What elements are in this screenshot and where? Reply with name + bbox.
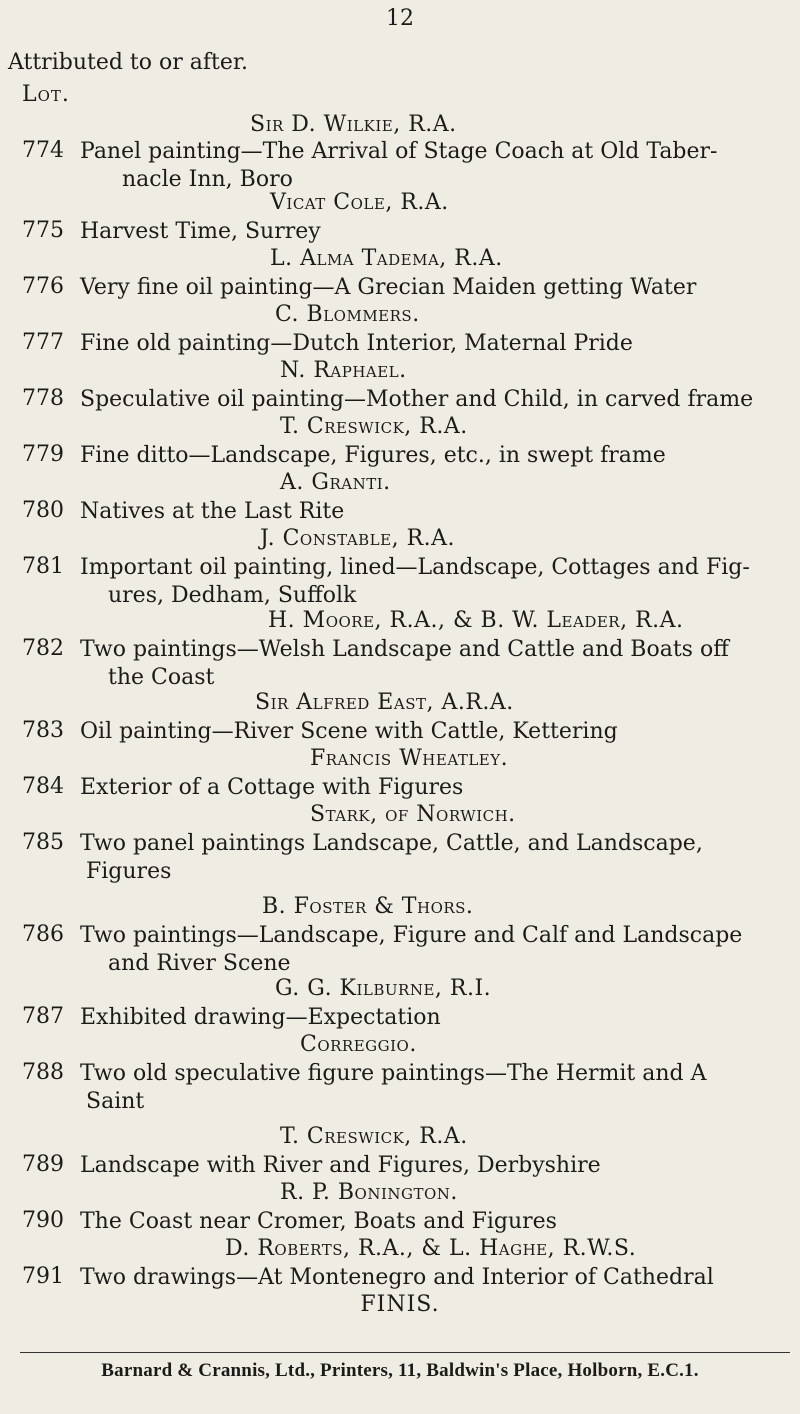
lot-number: 790 — [22, 1208, 64, 1233]
lot-number: 782 — [22, 636, 64, 661]
artist-name: H. Moore, R.A., & B. W. Leader, R.A. — [268, 608, 684, 633]
lot-number: 779 — [22, 442, 64, 467]
artist-name: Vicat Cole, R.A. — [270, 190, 449, 215]
artist-name: Stark, of Norwich. — [310, 802, 516, 827]
lot-description: Harvest Time, Surrey — [80, 219, 321, 244]
artist-name: Sir Alfred East, A.R.A. — [255, 690, 514, 715]
lot-description: Natives at the Last Rite — [80, 499, 345, 524]
lot-description: Speculative oil painting—Mother and Child, in carved frame — [80, 387, 754, 412]
lot-description: Exhibited drawing—Expectation — [80, 1005, 441, 1030]
lot-column-label: Lot. — [22, 82, 70, 107]
artist-name: T. Creswick, R.A. — [280, 1124, 468, 1149]
lot-number: 791 — [22, 1264, 64, 1289]
lot-description: Two old speculative figure paintings—The Hermit and A Saint — [80, 1061, 707, 1114]
footer-rule — [20, 1352, 790, 1353]
lot-number: 778 — [22, 386, 64, 411]
artist-name: L. Alma Tadema, R.A. — [270, 246, 503, 271]
lot-description: Two paintings—Landscape, Figure and Calf and Landscape and River Scene — [80, 923, 743, 976]
artist-name: R. P. Bonington. — [280, 1180, 458, 1205]
finis-mark: FINIS. — [360, 1292, 440, 1317]
lot-description: Panel painting—The Arrival of Stage Coach at Old Taber- nacle Inn, Boro — [80, 139, 718, 192]
lot-number: 786 — [22, 922, 64, 947]
artist-name: Sir D. Wilkie, R.A. — [250, 112, 457, 137]
section-header: Attributed to or after. — [8, 50, 248, 75]
lot-number: 780 — [22, 498, 64, 523]
lot-description: Exterior of a Cottage with Figures — [80, 775, 464, 800]
lot-description: Oil painting—River Scene with Cattle, Kettering — [80, 719, 618, 744]
artist-name: B. Foster & Thors. — [262, 894, 474, 919]
lot-number: 783 — [22, 718, 64, 743]
lot-description: Important oil painting, lined—Landscape, Cottages and Fig- ures, Dedham, Suffolk — [80, 555, 750, 608]
artist-name: Francis Wheatley. — [310, 746, 509, 771]
lot-number: 785 — [22, 830, 64, 855]
artist-name: J. Constable, R.A. — [260, 526, 456, 551]
lot-number: 784 — [22, 774, 64, 799]
artist-name: A. Granti. — [280, 470, 391, 495]
lot-number: 777 — [22, 330, 64, 355]
lot-description: Two drawings—At Montenegro and Interior of Cathedral — [80, 1265, 714, 1290]
lot-description: Two paintings—Welsh Landscape and Cattle and Boats off the Coast — [80, 637, 729, 690]
lot-number: 774 — [22, 138, 64, 163]
lot-description: Fine old painting—Dutch Interior, Maternal Pride — [80, 331, 633, 356]
artist-name: N. Raphael. — [280, 358, 407, 383]
printer-imprint: Barnard & Crannis, Ltd., Printers, 11, Baldwin's Place, Holborn, E.C.1. — [101, 1360, 699, 1381]
artist-name: C. Blommers. — [275, 302, 420, 327]
lot-number: 787 — [22, 1004, 64, 1029]
artist-name: T. Creswick, R.A. — [280, 414, 468, 439]
lot-description: The Coast near Cromer, Boats and Figures — [80, 1209, 557, 1234]
lot-description: Fine ditto—Landscape, Figures, etc., in swept frame — [80, 443, 666, 468]
artist-name: Correggio. — [300, 1032, 417, 1057]
lot-number: 789 — [22, 1152, 64, 1177]
lot-number: 781 — [22, 554, 64, 579]
lot-number: 775 — [22, 218, 64, 243]
page-number: 12 — [386, 6, 414, 31]
artist-name: D. Roberts, R.A., & L. Haghe, R.W.S. — [225, 1236, 637, 1261]
lot-number: 776 — [22, 274, 64, 299]
lot-description: Two panel paintings Landscape, Cattle, and Landscape, Figures — [80, 831, 703, 884]
lot-number: 788 — [22, 1060, 64, 1085]
lot-description: Landscape with River and Figures, Derbyshire — [80, 1153, 601, 1178]
artist-name: G. G. Kilburne, R.I. — [275, 976, 492, 1001]
lot-description: Very fine oil painting—A Grecian Maiden getting Water — [80, 275, 697, 300]
